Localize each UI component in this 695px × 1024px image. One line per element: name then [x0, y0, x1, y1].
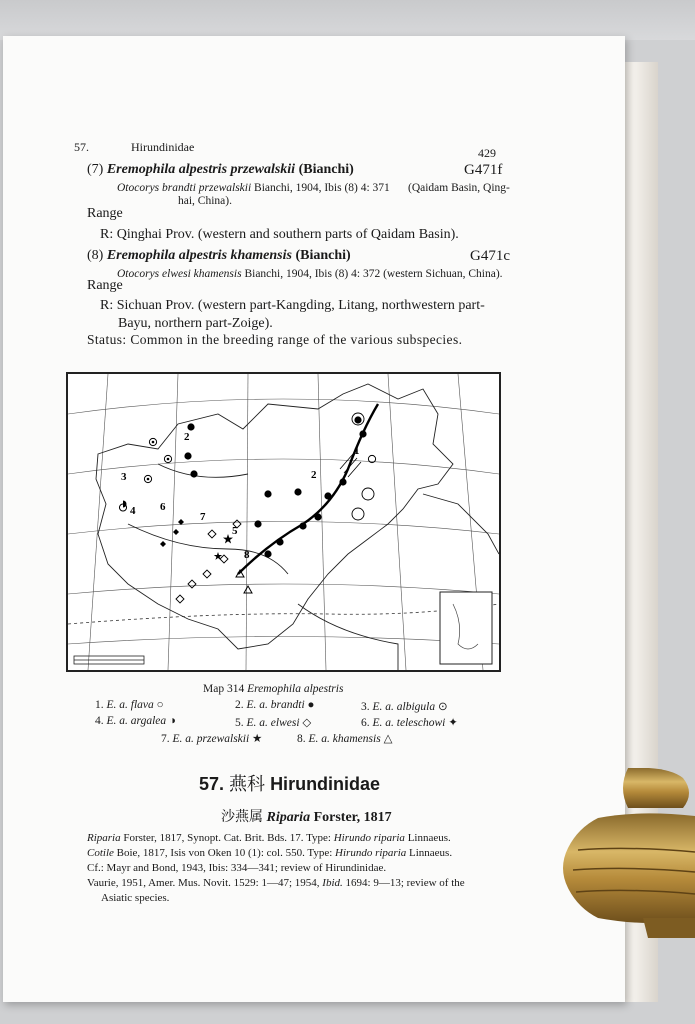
page-number: 429	[478, 146, 496, 160]
reference-line	[87, 847, 452, 859]
reference-text: Cf.: Mayr and Bond, 1943, Ibis: 334—341; review of Hirundinidae.	[87, 862, 387, 874]
legend-item	[235, 699, 314, 711]
legend-item	[95, 699, 164, 711]
legend-name: E. a. albigula	[372, 701, 436, 713]
header-family: Hirundinidae	[131, 140, 195, 154]
map-label: 5	[232, 525, 238, 537]
entry-author: (Bianchi)	[298, 162, 354, 177]
map-label: 8	[244, 549, 250, 561]
reference-type: Hirundo riparia	[335, 847, 407, 859]
legend-name: E. a. argalea	[106, 715, 167, 727]
family-number: 57.	[199, 774, 225, 794]
reference-line	[101, 892, 169, 904]
legend-number: 5.	[235, 717, 244, 729]
map-label: 7	[200, 511, 206, 523]
genus-heading	[221, 806, 392, 826]
legend-symbol: ★	[252, 733, 263, 745]
legend-name: E. a. khamensis	[308, 733, 381, 745]
legend-symbol: ◇	[302, 717, 312, 729]
legend-number: 7.	[161, 733, 170, 745]
map-label: 4	[130, 505, 136, 517]
legend-item	[95, 715, 176, 727]
legend-number: 4.	[95, 715, 104, 727]
reference-text: Asiatic species.	[101, 892, 170, 904]
synonym-ref: Bianchi, 1904, Ibis (8) 4: 371	[254, 182, 390, 194]
map-drawing	[68, 374, 499, 670]
map-label: 6	[160, 501, 166, 513]
synonym-name: Otocorys brandti przewalskii	[117, 182, 252, 194]
legend-number: 1.	[95, 699, 104, 711]
legend-name: E. a. przewalskii	[172, 733, 250, 745]
reference-text: Boie, 1817, Isis von Oken 10 (1): col. 550. Type:	[113, 847, 336, 859]
entry-author: (Bianchi)	[295, 248, 351, 263]
background-top	[0, 0, 695, 40]
entry-7-range: R: Qinghai Prov. (western and southern parts of Qaidam Basin).	[100, 227, 459, 242]
map-label: 1	[354, 445, 360, 457]
legend-name: E. a. brandti	[246, 699, 305, 711]
map-caption-species: Eremophila alpestris	[247, 683, 344, 695]
reference-type: Ibid.	[322, 877, 343, 889]
entry-7-range-label: Range	[87, 206, 123, 221]
legend-symbol: ✦	[448, 717, 458, 729]
legend-item	[361, 699, 448, 713]
reference-line	[87, 862, 386, 874]
legend-symbol: ⊙	[438, 701, 448, 713]
entry-name: Eremophila alpestris przewalskii	[106, 162, 296, 177]
reference-tail: Linnaeus.	[406, 847, 453, 859]
entry-8-code: G471c	[470, 248, 510, 264]
legend-number: 3.	[361, 701, 370, 713]
reference-line	[87, 832, 451, 844]
family-chinese: 燕科	[229, 774, 266, 795]
brass-book-holder	[558, 768, 695, 938]
entry-8-range-line2: Bayu, northern part-Zoige).	[118, 316, 273, 331]
genus-chinese: 沙燕属	[221, 809, 263, 825]
legend-item	[161, 731, 262, 745]
legend-number: 2.	[235, 699, 244, 711]
entry-name: Eremophila alpestris khamensis	[106, 248, 292, 263]
distribution-map	[66, 372, 501, 672]
entry-8-heading	[87, 248, 351, 264]
genus-name: Riparia	[266, 810, 311, 825]
legend-item	[235, 715, 311, 729]
map-caption-prefix: Map 314	[203, 683, 245, 695]
synonym-locality: (Qaidam Basin, Qing-	[408, 182, 510, 194]
entry-8-synonym	[117, 268, 503, 280]
legend-name: E. a. teleschowi	[372, 717, 446, 729]
entry-number: (7)	[87, 162, 104, 177]
legend-symbol: ○	[156, 699, 164, 711]
synonym-locality: (western Sichuan, China).	[383, 268, 503, 280]
legend-item	[297, 731, 392, 745]
entry-7-synonym	[117, 182, 390, 194]
entry-7-code: G471f	[464, 162, 503, 178]
entry-8-range-line1: R: Sichuan Prov. (western part-Kangding, Litang, northwestern part-	[100, 298, 485, 313]
book-page	[3, 36, 625, 1002]
reference-line	[87, 877, 465, 889]
map-label: 2	[184, 431, 190, 443]
legend-number: 6.	[361, 717, 370, 729]
status-text: Status: Common in the breeding range of the various subspecies.	[87, 332, 463, 347]
family-latin: Hirundinidae	[270, 774, 381, 794]
map-label: 3	[121, 471, 127, 483]
header-chapter-number: 57.	[74, 140, 89, 154]
reference-lead: Riparia	[87, 832, 121, 844]
reference-tail: 1694: 9—13; review of the	[342, 877, 465, 889]
reference-text: Vaurie, 1951, Amer. Mus. Novit. 1529: 1—47; 1954,	[87, 877, 323, 889]
synonym-name: Otocorys elwesi khamensis	[117, 268, 242, 280]
reference-tail: Linnaeus.	[404, 832, 451, 844]
reference-type: Hirundo riparia	[333, 832, 405, 844]
reference-lead: Cotile	[87, 847, 114, 859]
entry-7-heading	[87, 162, 354, 178]
legend-symbol: △	[383, 733, 393, 745]
synonym-locality-cont: hai, China).	[178, 195, 232, 207]
legend-symbol: ◑	[169, 715, 176, 727]
legend-number: 8.	[297, 733, 306, 745]
genus-author: Forster, 1817	[313, 810, 392, 825]
family-heading	[199, 770, 380, 796]
legend-name: E. a. flava	[106, 699, 154, 711]
synonym-ref: Bianchi, 1904, Ibis (8) 4: 372	[244, 268, 381, 280]
legend-name: E. a. elwesi	[246, 717, 300, 729]
reference-text: Forster, 1817, Synopt. Cat. Brit. Bds. 17. Type:	[120, 832, 334, 844]
map-label: 2	[311, 469, 317, 481]
legend-symbol: ●	[307, 699, 315, 711]
entry-8-range-label: Range	[87, 278, 123, 293]
map-caption	[203, 683, 343, 695]
legend-item	[361, 715, 458, 729]
entry-number: (8)	[87, 248, 104, 263]
